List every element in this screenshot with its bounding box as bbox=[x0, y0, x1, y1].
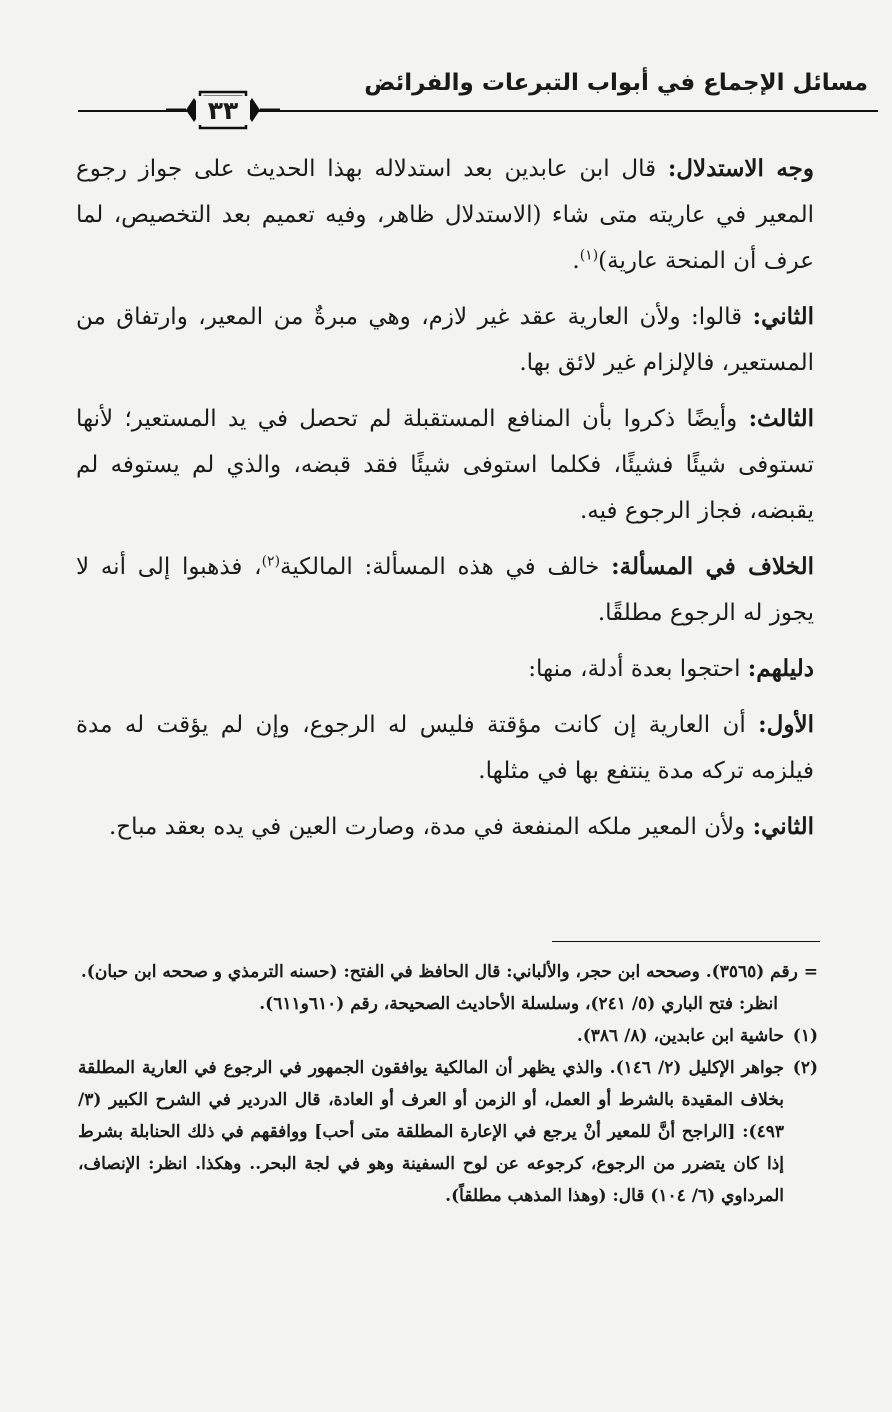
paragraph-text: وأيضًا ذكروا بأن المنافع المستقبلة لم تحصل في يد المستعير؛ لأنها تستوفى شيئًا فشيئًا، فكلما استوفى شيئًا فقد قبضه، والذي لم يستوفه لم يقبضه، فجاز الرجوع فيه. bbox=[76, 406, 814, 524]
footnote-ref: (١) bbox=[579, 247, 599, 264]
footnote-ref: (٢) bbox=[261, 553, 281, 570]
paragraph bbox=[76, 396, 814, 534]
paragraph-lead: وجه الاستدلال: bbox=[667, 155, 814, 182]
page-number: ٣٣ bbox=[196, 96, 251, 125]
paragraph-text: أن العارية إن كانت مؤقتة فليس له الرجوع، وإن لم يؤقت له مدة فيلزمه تركه مدة ينتفع بها في مثلها. bbox=[76, 712, 814, 784]
footnote-text: جواهر الإكليل (٢/ ١٤٦). والذي يظهر أن المالكية يوافقون الجمهور في الرجوع في العارية المطلقة بخلاف المقيدة بالشرط أو العمل، أو الزمن أو العرف أو العادة، قال الدردير في الشرح الكبير (٣/ ٤٩٣): [الراجح أنَّ للمعير أنْ يرجع في الإعارة المطلقة متى أحب] ووافقهم في ذلك الحنابلة بشرط إذا كان يتضرر من الرجوع، كرجوعه عن لوح السفينة وهو في لجة البحر.. وهكذا. انظر: الإنصاف، المرداوي (٦/ ١٠٤) قال: (وهذا المذهب مطلقاً). bbox=[78, 1058, 784, 1206]
paragraph-tail: . bbox=[572, 248, 580, 274]
paragraph-lead: الثاني: bbox=[752, 813, 814, 840]
footnote-number: (١) bbox=[792, 1026, 818, 1046]
paragraph-lead: دليلهم: bbox=[747, 655, 814, 682]
page-number-ornament bbox=[162, 88, 284, 132]
paragraph-lead: الخلاف في المسألة: bbox=[611, 553, 814, 580]
paragraph bbox=[76, 804, 814, 850]
paragraph-lead: الثاني: bbox=[752, 303, 814, 330]
paragraph bbox=[76, 702, 814, 794]
main-text bbox=[76, 146, 814, 860]
paragraph-text: احتجوا بعدة أدلة، منها: bbox=[528, 656, 748, 682]
header-title: مسائل الإجماع في أبواب التبرعات والفرائض bbox=[364, 70, 868, 96]
paragraph bbox=[76, 544, 814, 636]
footnote-separator bbox=[552, 941, 820, 942]
footnote-1 bbox=[78, 1020, 818, 1052]
paragraph-text: خالف في هذه المسألة: المالكية bbox=[280, 554, 612, 580]
paragraph-text: ولأن المعير ملكه المنفعة في مدة، وصارت العين في يده بعقد مباح. bbox=[108, 814, 753, 840]
paragraph bbox=[76, 646, 814, 692]
footnote-continuation: = رقم (٣٥٦٥). وصححه ابن حجر، والألباني: قال الحافظ في الفتح: (حسنه الترمذي و صححه ابن حبان). bbox=[80, 962, 818, 982]
paragraph-tail: ، فذهبوا إلى أنه لا يجوز له الرجوع مطلقًا. bbox=[76, 554, 814, 626]
footnotes bbox=[78, 956, 818, 1212]
paragraph-lead: الأول: bbox=[758, 711, 814, 738]
paragraph bbox=[76, 146, 814, 284]
paragraph-text: قال ابن عابدين بعد استدلاله بهذا الحديث على جواز رجوع المعير في عاريته متى شاء (الاستدلال ظاهر، وفيه تعميم بعد التخصيص، لما عرف أن المنحة عارية) bbox=[76, 156, 814, 274]
footnote-number: (٢) bbox=[792, 1058, 818, 1078]
running-header bbox=[78, 64, 878, 124]
paragraph-text: قالوا: ولأن العارية عقد غير لازم، وهي مبرةٌ من المعير، وارتفاق من المستعير، فالإلزام غير لائق بها. bbox=[76, 304, 814, 376]
paragraph bbox=[76, 294, 814, 386]
footnote-see-also: انظر: فتح الباري (٥/ ٢٤١)، وسلسلة الأحاديث الصحيحة، رقم (٦١٠و٦١١). bbox=[259, 994, 778, 1014]
footnote-text: حاشية ابن عابدين، (٨/ ٣٨٦). bbox=[576, 1026, 784, 1046]
paragraph-lead: الثالث: bbox=[748, 405, 814, 432]
footnote-2 bbox=[78, 1052, 818, 1212]
